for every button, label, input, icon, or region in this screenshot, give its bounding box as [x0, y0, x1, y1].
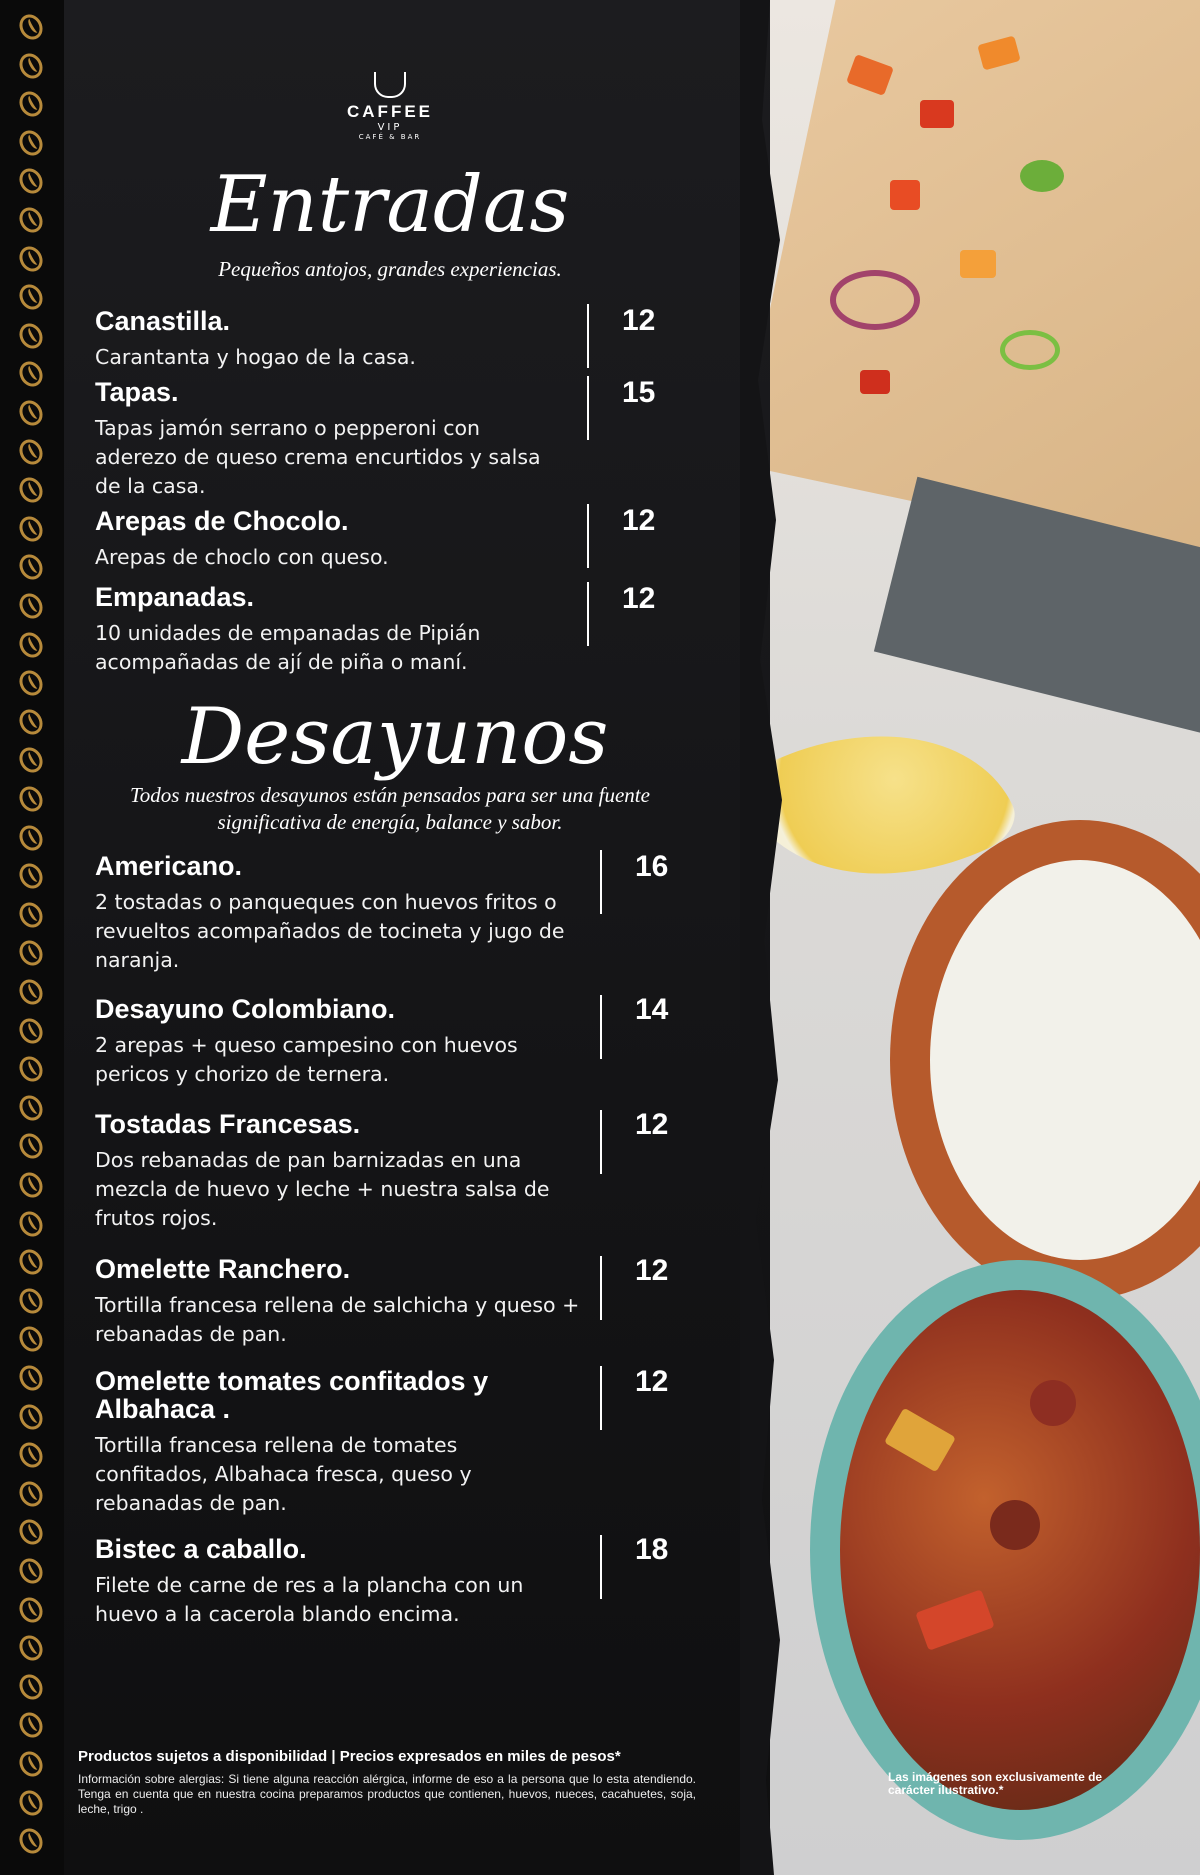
divider: [587, 504, 589, 568]
menu-item: [95, 307, 565, 372]
item-description: Dos rebanadas de pan barnizadas en una mezcla de huevo y leche + nuestra salsa de frutos rojos.: [95, 1148, 550, 1230]
coffee-bean-icon: [15, 87, 47, 121]
logo-name: CAFFEE: [347, 102, 433, 121]
coffee-bean-icon: [15, 821, 47, 855]
coffee-bean-icon: [15, 126, 47, 160]
coffee-bean-icon: [15, 1245, 47, 1279]
coffee-bean-icon: [15, 1593, 47, 1627]
menu-item: [95, 507, 565, 572]
coffee-bean-icon: [15, 435, 47, 469]
item-description: 2 arepas + queso campesino con huevos pericos y chorizo de ternera.: [95, 1033, 518, 1086]
coffee-bean-icon: [15, 396, 47, 430]
item-name: Tostadas Francesas.: [95, 1109, 361, 1139]
menu-item: [95, 852, 575, 975]
menu-item: [95, 378, 565, 501]
item-description: Arepas de choclo con queso.: [95, 545, 389, 569]
logo: [325, 72, 455, 141]
coffee-bean-icon: [15, 242, 47, 276]
menu-item: [95, 1110, 585, 1233]
coffee-bean-icon: [15, 1438, 47, 1472]
coffee-bean-icon: [15, 1709, 47, 1743]
coffee-cup-icon: [374, 72, 406, 98]
divider: [600, 850, 602, 914]
coffee-bean-icon: [15, 628, 47, 662]
coffee-bean-icon: [15, 1477, 47, 1511]
cream-bowl: [890, 820, 1200, 1300]
coffee-bean-icon: [15, 782, 47, 816]
coffee-bean-icon: [15, 1361, 47, 1395]
coffee-bean-icon: [15, 937, 47, 971]
item-price: 14: [635, 993, 669, 1026]
menu-item: [95, 1367, 565, 1518]
coffee-bean-icon: [15, 1130, 47, 1164]
item-name: Arepas de Chocolo.: [95, 506, 349, 536]
desayunos-title: Desayunos: [181, 692, 609, 782]
item-name: Tapas.: [95, 377, 179, 407]
divider: [600, 1535, 602, 1599]
coffee-bean-icon: [15, 1786, 47, 1820]
item-price: 12: [635, 1254, 669, 1287]
item-description: Tapas jamón serrano o pepperoni con aderezo de queso crema encurtidos y salsa de la casa.: [95, 416, 541, 498]
coffee-bean-icon: [15, 358, 47, 392]
menu-item: [95, 583, 565, 677]
divider: [600, 995, 602, 1059]
coffee-bean-icon: [15, 203, 47, 237]
entradas-subtitle: Pequeños antojos, grandes experiencias.: [218, 257, 562, 281]
item-price: 12: [635, 1365, 669, 1398]
coffee-bean-icon: [15, 551, 47, 585]
item-name: Canastilla.: [95, 306, 231, 336]
coffee-bean-icon: [15, 589, 47, 623]
menu-item: [95, 1535, 585, 1629]
item-description: 10 unidades de empanadas de Pipián acompañadas de ají de piña o maní.: [95, 621, 481, 674]
item-description: Tortilla francesa rellena de tomates confitados, Albahaca fresca, queso y rebanadas de pan.: [95, 1433, 472, 1515]
cutting-board: [770, 0, 1200, 564]
coffee-bean-icon: [15, 1554, 47, 1588]
coffee-bean-icon: [15, 1323, 47, 1357]
coffee-bean-icon: [15, 49, 47, 83]
item-description: 2 tostadas o panqueques con huevos fritos o revueltos acompañados de tocineta y jugo de naranja.: [95, 890, 565, 972]
coffee-bean-icon: [15, 1284, 47, 1318]
item-name: Bistec a caballo.: [95, 1534, 307, 1564]
coffee-bean-icon: [15, 1400, 47, 1434]
logo-vip: VIP: [377, 122, 403, 133]
coffee-bean-icon: [15, 165, 47, 199]
desayunos-subtitle: Todos nuestros desayunos están pensados para ser una fuente significativa de energía, balance y sabor.: [130, 783, 650, 834]
coffee-bean-icon: [15, 1207, 47, 1241]
item-price: 12: [622, 304, 656, 337]
item-name: Omelette tomates confitados y Albahaca .: [95, 1366, 489, 1424]
menu-item: [95, 995, 585, 1089]
decorative-border: [0, 0, 64, 1875]
coffee-bean-icon: [15, 280, 47, 314]
divider: [587, 304, 589, 368]
coffee-bean-icon: [15, 1631, 47, 1665]
divider: [600, 1110, 602, 1174]
entradas-title: Entradas: [210, 160, 570, 250]
item-description: Filete de carne de res a la plancha con un huevo a la cacerola blando encima.: [95, 1573, 524, 1626]
item-name: Americano.: [95, 851, 243, 881]
coffee-bean-icon: [15, 898, 47, 932]
divider: [587, 376, 589, 440]
coffee-bean-icon: [15, 1052, 47, 1086]
coffee-bean-icon: [15, 705, 47, 739]
item-name: Omelette Ranchero.: [95, 1254, 351, 1284]
item-description: Tortilla francesa rellena de salchicha y queso + rebanadas de pan.: [95, 1293, 580, 1346]
item-price: 12: [622, 582, 656, 615]
torn-edge: [740, 0, 800, 1875]
coffee-bean-icon: [15, 666, 47, 700]
coffee-bean-icon: [15, 1168, 47, 1202]
item-name: Empanadas.: [95, 582, 255, 612]
divider: [587, 582, 589, 646]
item-price: 12: [635, 1108, 669, 1141]
item-description: Carantanta y hogao de la casa.: [95, 345, 416, 369]
food-photo: [770, 0, 1200, 1875]
coffee-bean-icon: [15, 1516, 47, 1550]
stew-bowl: [810, 1260, 1200, 1840]
menu-item: [95, 1255, 585, 1349]
coffee-bean-icon: [15, 975, 47, 1009]
coffee-bean-icon: [15, 744, 47, 778]
coffee-bean-icon: [15, 1670, 47, 1704]
allergy-notice: Información sobre alergias: Si tiene alguna reacción alérgica, informe de eso a la persona que lo esta atendiendo. Tenga en cuenta que en nuestra cocina preparamos productos que contienen, huevos, nueces, cacahuetes, soja, leche, trigo .: [78, 1772, 696, 1816]
item-price: 18: [635, 1533, 669, 1566]
image-disclaimer: Las imágenes son exclusivamente de carácter ilustrativo.*: [888, 1770, 1103, 1797]
item-price: 12: [622, 504, 656, 537]
coffee-bean-icon: [15, 1824, 47, 1858]
coffee-bean-icon: [15, 1091, 47, 1125]
divider: [600, 1256, 602, 1320]
coffee-bean-icon: [15, 10, 47, 44]
coffee-bean-icon: [15, 1014, 47, 1048]
logo-subtitle: CAFÉ & BAR: [358, 133, 422, 141]
coffee-bean-icon: [15, 473, 47, 507]
coffee-bean-icon: [15, 319, 47, 353]
item-price: 16: [635, 850, 669, 883]
coffee-bean-icon: [15, 512, 47, 546]
divider: [600, 1366, 602, 1430]
footer-title: Productos sujetos a disponibilidad | Precios expresados en miles de pesos*: [78, 1748, 621, 1765]
coffee-bean-icon: [15, 859, 47, 893]
coffee-bean-icon: [15, 1747, 47, 1781]
item-name: Desayuno Colombiano.: [95, 994, 396, 1024]
item-price: 15: [622, 376, 656, 409]
